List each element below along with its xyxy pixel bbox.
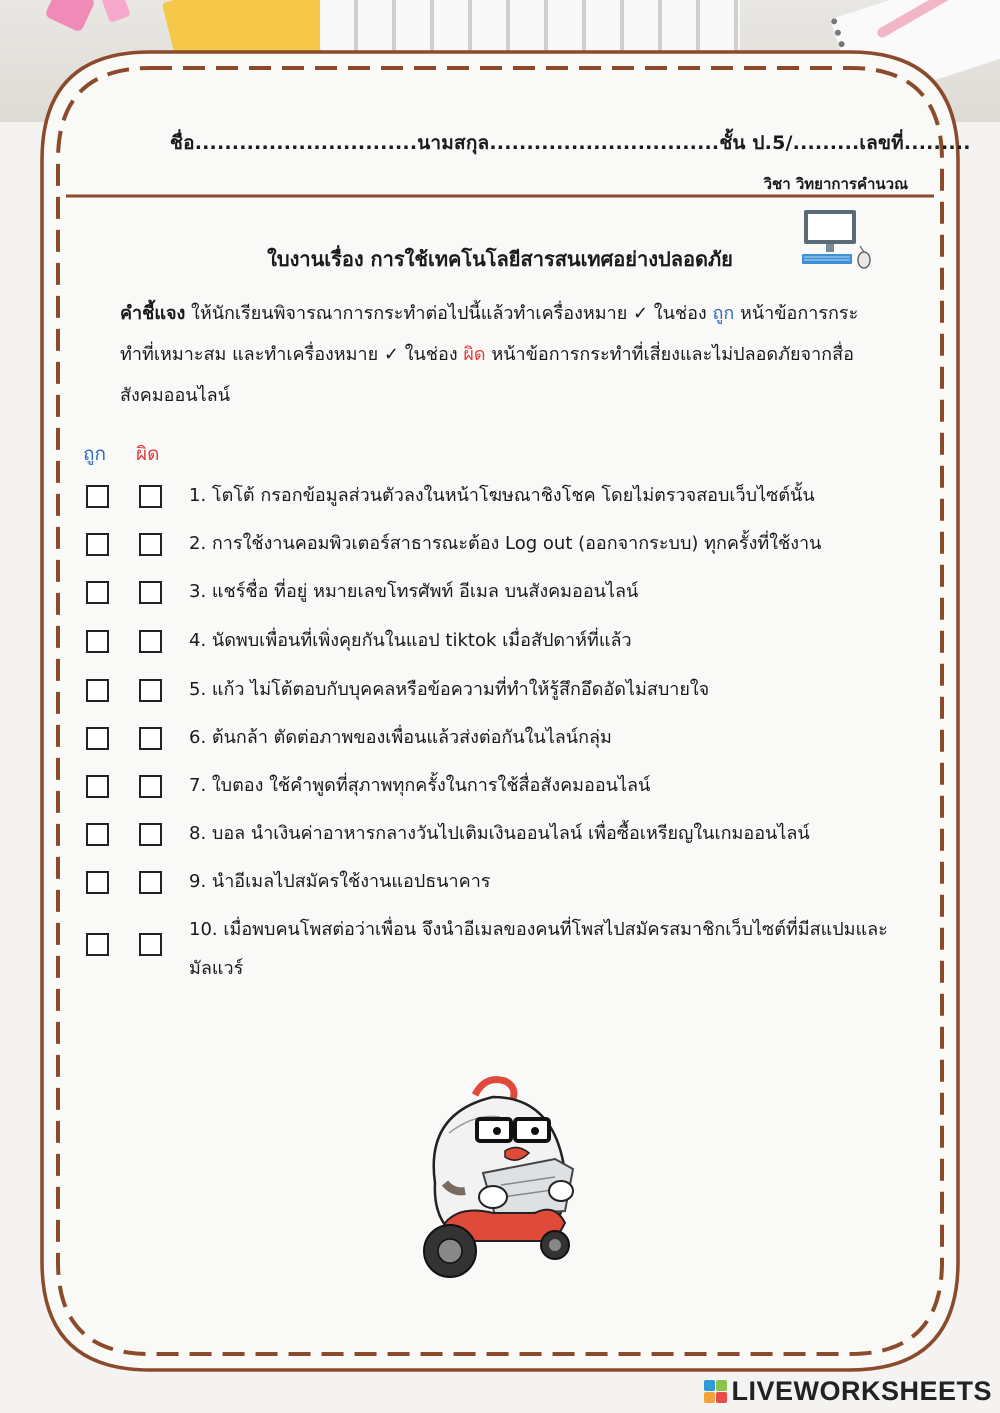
item-text: 3. แชร์ชื่อ ที่อยู่ หมายเลขโทรศัพท์ อีเมล บนสังคมออนไลน์ [189,581,639,602]
item-text: 4. นัดพบเพื่อนที่เพิ่งคุยกันในแอป tiktok เมื่อสัปดาห์ที่แล้ว [189,630,632,651]
instructions-text: หน้าข้อการกระทำที่เหมาะสม และทำเครื่องหมาย ✓ ในช่อง [120,303,859,365]
item-text: 9. นำอีเมลไปสมัครใช้งานแอปธนาคาร [189,871,491,892]
checkbox-correct-7[interactable] [86,775,109,798]
item-text: 2. การใช้งานคอมพิวเตอร์สาธารณะต้อง Log out (ออกจากระบบ) ทุกครั้งที่ใช้งาน [189,533,822,554]
column-header-wrong: ผิด [136,443,160,465]
checkbox-wrong-5[interactable] [139,679,162,702]
liveworksheets-logo [704,1376,992,1407]
item-text: 10. เมื่อพบคนโพสต่อว่าเพื่อน จึงนำอีเมลของคนที่โพสไปสมัครสมาชิกเว็บไซต์ที่มีสแปมและมัลแวร์ [189,919,888,979]
liveworksheets-logo-icon [704,1380,727,1403]
checkbox-wrong-6[interactable] [139,727,162,750]
checkbox-correct-8[interactable] [86,823,109,846]
student-info-line: ชื่อ..............................นามสกุล...............................ชั้น ป.5/.........เลขที่......... [170,132,971,154]
checkbox-wrong-1[interactable] [139,485,162,508]
worksheet-title: ใบงานเรื่อง การใช้เทคโนโลยีสารสนเทศอย่างปลอดภัย [267,247,733,271]
instructions-text: หน้าข้อการกระทำที่เสี่ยงและไม่ปลอดภัยจากสื่อสังคมออนไลน์ [120,344,854,406]
checkbox-correct-4[interactable] [86,630,109,653]
instructions-correct-word: ถูก [712,303,735,324]
instructions-paragraph [120,293,880,416]
item-text: 7. ใบตอง ใช้คำพูดที่สุภาพทุกครั้งในการใช้สื่อสังคมออนไลน์ [189,775,651,796]
subject-label: วิชา วิทยาการคำนวณ [763,175,908,193]
checkbox-correct-6[interactable] [86,727,109,750]
checkbox-wrong-8[interactable] [139,823,162,846]
checkbox-wrong-2[interactable] [139,533,162,556]
item-text: 5. แก้ว ไม่โต้ตอบกับบุคคลหรือข้อความที่ทำให้รู้สึกอึดอัดไม่สบายใจ [189,679,710,700]
item-text: 6. ต้นกล้า ตัดต่อภาพของเพื่อนแล้วส่งต่อกันในไลน์กลุ่ม [189,727,612,748]
checkbox-correct-1[interactable] [86,485,109,508]
item-text: 1. โตโต้ กรอกข้อมูลส่วนตัวลงในหน้าโฆษณาชิงโชค โดยไม่ตรวจสอบเว็บไซต์นั้น [189,485,815,506]
computer-icon [800,208,880,274]
checkbox-wrong-4[interactable] [139,630,162,653]
column-header-correct: ถูก [83,443,107,465]
liveworksheets-logo-text: LIVEWORKSHEETS [731,1376,992,1406]
checkbox-wrong-3[interactable] [139,581,162,604]
checkbox-wrong-7[interactable] [139,775,162,798]
checkbox-correct-2[interactable] [86,533,109,556]
checkbox-correct-5[interactable] [86,679,109,702]
checkbox-correct-10[interactable] [86,933,109,956]
checkbox-correct-3[interactable] [86,581,109,604]
checkbox-correct-9[interactable] [86,871,109,894]
robot-mascot-icon [405,1073,595,1293]
instructions-label: คำชี้แจง [120,303,186,324]
checkbox-wrong-10[interactable] [139,933,162,956]
instructions-wrong-word: ผิด [463,344,486,365]
instructions-text: ให้นักเรียนพิจารณาการกระทำต่อไปนี้แล้วทำเครื่องหมาย ✓ ในช่อง [185,303,713,324]
item-text: 8. บอล นำเงินค่าอาหารกลางวันไปเติมเงินออนไลน์ เพื่อซื้อเหรียญในเกมออนไลน์ [189,823,810,844]
checkbox-wrong-9[interactable] [139,871,162,894]
